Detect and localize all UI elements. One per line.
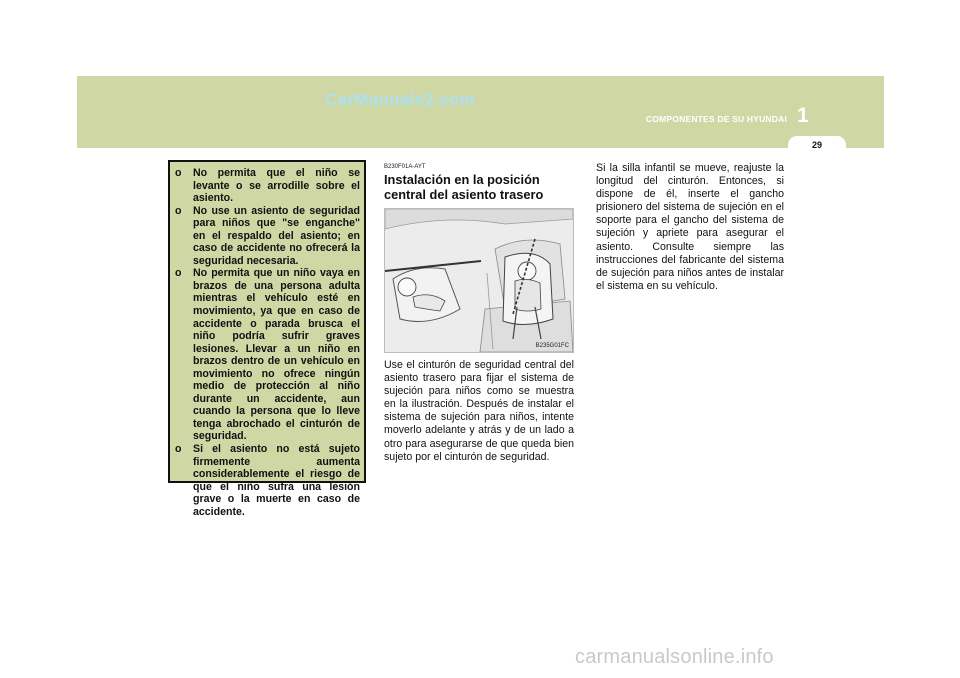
figure-code: B235G01FC [535,343,569,349]
watermark-footer[interactable]: carmanualsonline.info [575,646,774,668]
warning-item-text: No permita que un niño vaya en brazos de una persona adulta mientras el vehículo esté en movimiento, ya que en caso de accidente o parada brusca el niño podría sufrir graves lesiones. Llevar a un niño en brazos dentro de un vehículo en movimiento no ofrece ningún medio de protección al niño durante un accidente, aun cuando la persona que lo lleve tenga abrochado el cinturón de seguridad. [193,267,360,443]
warning-item-text: No use un asiento de seguridad para niños que "se enganche" en el respaldo del asiento; en caso de accidente no ofrecerá la seguridad necesaria. [193,204,360,267]
section-body: Use el cinturón de seguridad central del asiento trasero para fijar el sistema de sujeción para niños como se muestra en la ilustración. Después de instalar el sistema de sujeción para niños, intente moverlo adelante y atrás y de un lado a otro para asegurarse de que queda bien sujeto por el cinturón de seguridad. [384,359,574,463]
right-column [596,162,784,293]
warning-box [168,160,366,518]
header-band [77,76,884,148]
section-code: B230F01A-AYT [384,164,426,170]
illustration-drawing [385,209,573,352]
watermark-logo-top[interactable]: CarManuals2.com [325,90,475,109]
bullet-icon: o [175,443,182,456]
warning-item [174,267,360,443]
warning-item-text: No permita que el niño se levante o se arrodille sobre el asiento. [193,167,360,205]
bullet-icon: o [175,204,182,217]
page-number: 29 [811,140,822,150]
warning-item [174,443,360,518]
bullet-icon: o [175,267,182,280]
center-column [384,164,574,464]
right-column-body: Si la silla infantil se mueve, reajuste la longitud del cinturón. Entonces, si dispone de él, inserte el gancho prisionero del sistema de sujeción en el soporte para el gancho del sistema de sujeción y apriete para asegurar el asiento. Consulte siempre las instrucciones del fabricante del sistema de sujeción para niños antes de instalar el sistema en su vehículo. [596,162,784,292]
warning-item-text: Si el asiento no está sujeto firmemente aumenta considerablemente el riesgo de que el niño sufra una lesión grave o la muerte en caso de accidente. [193,443,360,518]
warning-item [174,167,360,205]
child-seat-illustration [384,208,574,353]
warning-item [174,205,360,268]
bullet-icon: o [175,167,182,179]
warning-list [174,167,360,518]
section-heading: Instalación en la posición central del asiento trasero [384,172,544,202]
chapter-number: 1 [797,104,809,127]
section-title: COMPONENTES DE SU HYUNDAI [646,114,788,124]
